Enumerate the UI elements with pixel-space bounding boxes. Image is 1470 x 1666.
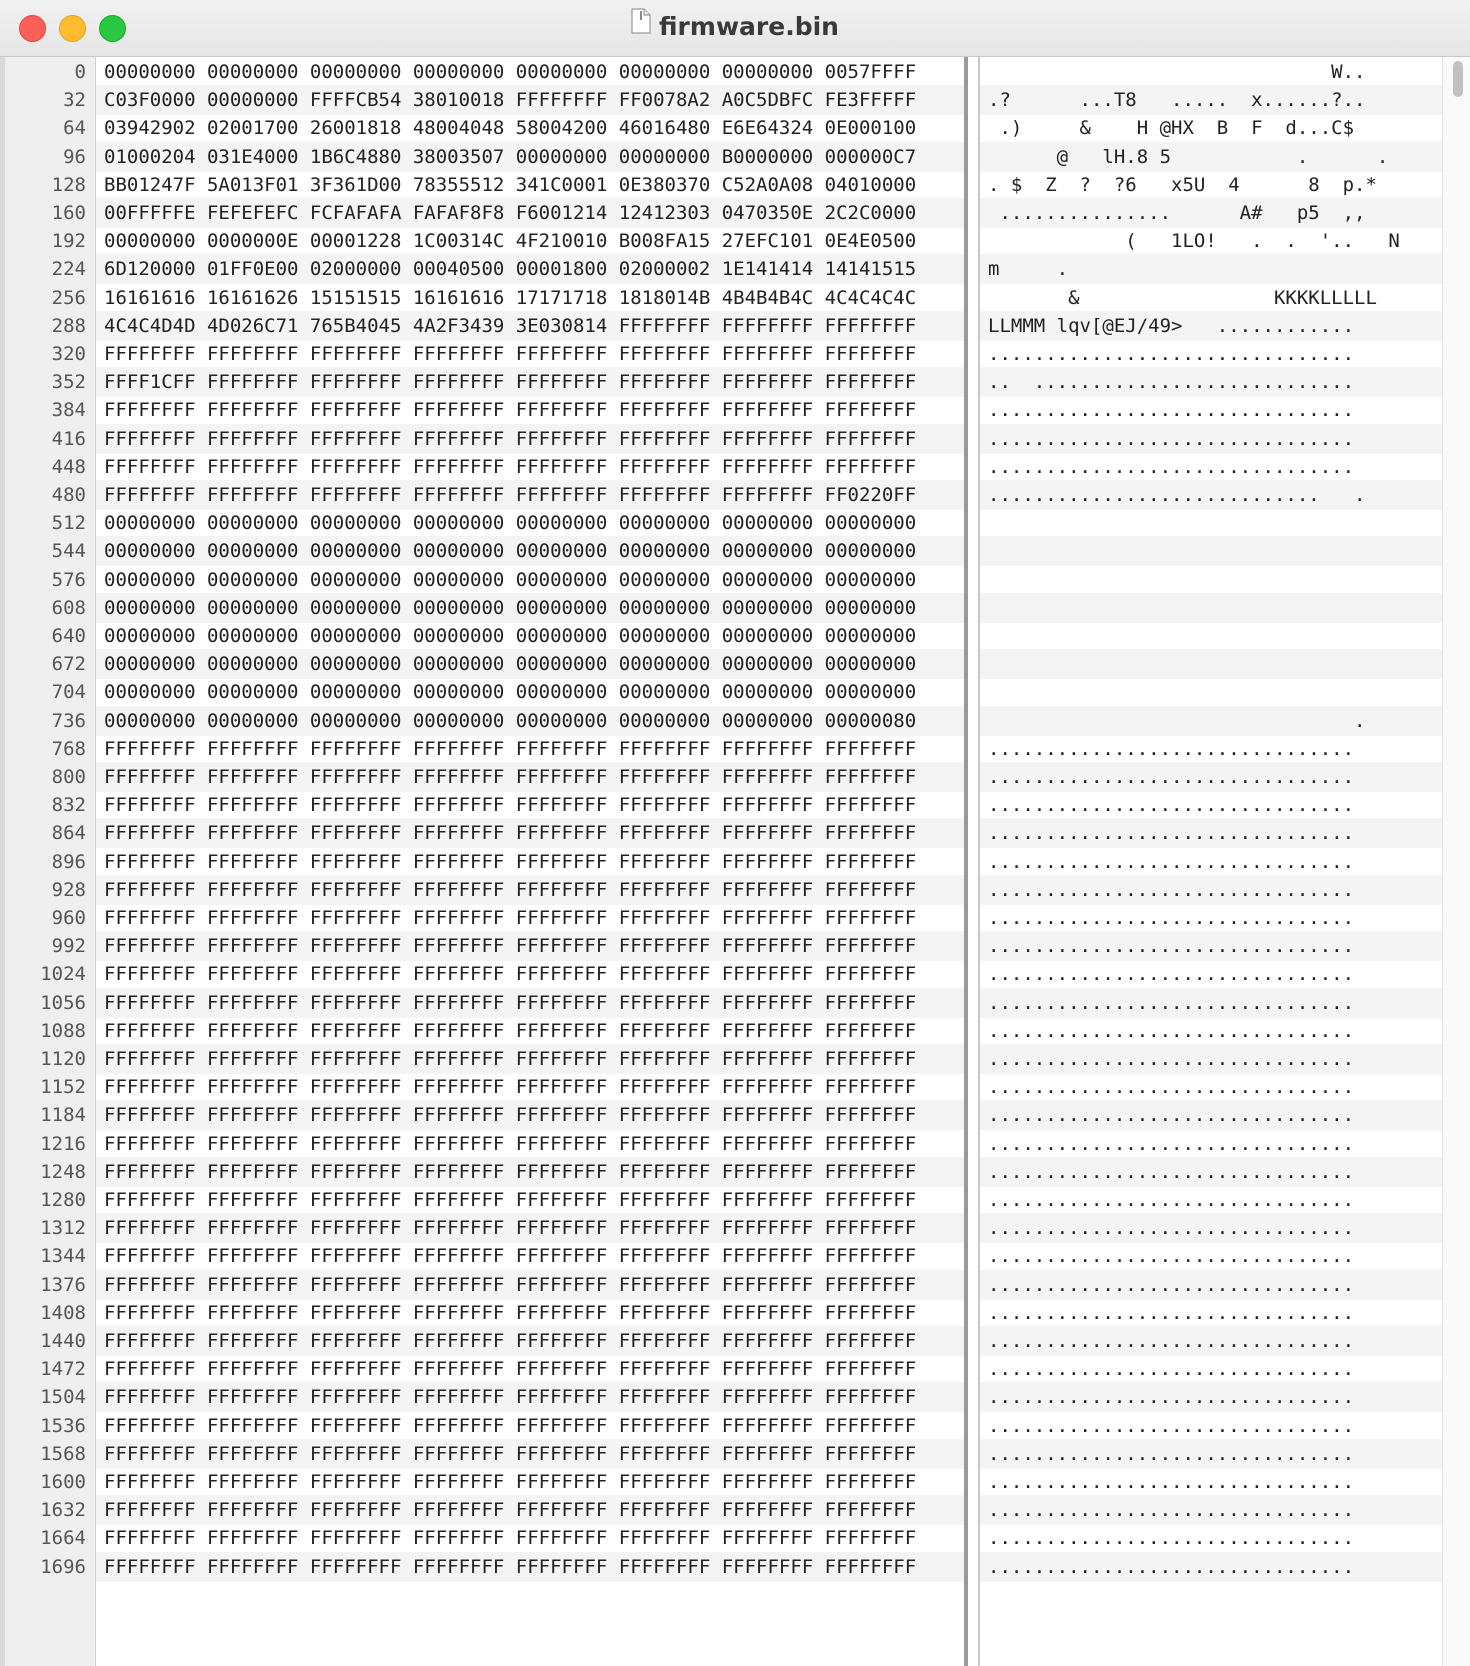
row-offset: 1632 — [40, 1499, 86, 1521]
hex-row[interactable] — [0, 226, 1442, 256]
row-hex-bytes[interactable]: FFFFFFFF FFFFFFFF FFFFFFFF FFFFFFFF FFFFFFFF FFFFFFFF FFFFFFFF FFFFFFFF — [104, 1499, 917, 1521]
hex-row[interactable] — [0, 198, 1442, 228]
row-hex-bytes[interactable]: FFFFFFFF FFFFFFFF FFFFFFFF FFFFFFFF FFFFFFFF FFFFFFFF FFFFFFFF FFFFFFFF — [104, 738, 917, 760]
hex-row[interactable] — [0, 1016, 1442, 1046]
row-hex-bytes[interactable]: 16161616 16161626 15151515 16161616 17171718 1818014B 4B4B4B4C 4C4C4C4C — [104, 287, 917, 309]
row-offset: 1600 — [40, 1471, 86, 1493]
row-ascii-text[interactable]: ................................ — [988, 1048, 1355, 1070]
row-offset: 1472 — [40, 1358, 86, 1380]
row-background — [980, 677, 1442, 707]
row-ascii-text[interactable]: ................................ — [988, 1556, 1355, 1578]
row-ascii-text[interactable]: ................................ — [988, 1245, 1355, 1267]
row-offset: 1248 — [40, 1161, 86, 1183]
hex-row[interactable] — [0, 1326, 1442, 1356]
row-hex-bytes[interactable]: FFFFFFFF FFFFFFFF FFFFFFFF FFFFFFFF FFFFFFFF FFFFFFFF FFFFFFFF FFFFFFFF — [104, 1104, 917, 1126]
hex-row[interactable] — [0, 1439, 1442, 1469]
row-offset: 320 — [51, 343, 86, 365]
row-hex-bytes[interactable]: FFFFFFFF FFFFFFFF FFFFFFFF FFFFFFFF FFFFFFFF FFFFFFFF FFFFFFFF FFFFFFFF — [104, 1358, 917, 1380]
row-ascii-text[interactable]: .? ...T8 ..... x......?.. — [988, 89, 1366, 111]
hex-row[interactable] — [0, 818, 1442, 848]
hex-row[interactable] — [0, 452, 1442, 482]
hex-row[interactable] — [0, 931, 1442, 961]
hex-row[interactable] — [0, 988, 1442, 1018]
row-hex-bytes[interactable]: FFFFFFFF FFFFFFFF FFFFFFFF FFFFFFFF FFFFFFFF FFFFFFFF FFFFFFFF FFFFFFFF — [104, 456, 917, 478]
row-ascii-text[interactable]: ................................ — [988, 399, 1355, 421]
row-offset: 448 — [51, 456, 86, 478]
row-ascii-text[interactable]: ................................ — [988, 1330, 1355, 1352]
row-hex-bytes[interactable]: 00000000 00000000 00000000 00000000 00000000 00000000 00000000 00000000 — [104, 569, 917, 591]
row-background — [980, 593, 1442, 623]
row-offset: 160 — [51, 202, 86, 224]
row-offset: 1536 — [40, 1415, 86, 1437]
row-ascii-text[interactable]: . — [988, 710, 1366, 732]
row-offset: 192 — [51, 230, 86, 252]
row-ascii-text[interactable]: ................................ — [988, 1358, 1355, 1380]
row-ascii-text[interactable]: ................................ — [988, 1274, 1355, 1296]
row-hex-bytes[interactable]: 03942902 02001700 26001818 48004048 58004200 46016480 E6E64324 0E000100 — [104, 117, 917, 139]
row-hex-bytes[interactable]: FFFFFFFF FFFFFFFF FFFFFFFF FFFFFFFF FFFFFFFF FFFFFFFF FFFFFFFF FFFFFFFF — [104, 1020, 917, 1042]
row-ascii-text[interactable]: .. ............................ — [988, 371, 1355, 393]
row-ascii-text[interactable]: ................................ — [988, 1471, 1355, 1493]
row-offset: 256 — [51, 287, 86, 309]
row-background — [980, 621, 1442, 651]
row-ascii-text[interactable]: ................................ — [988, 1217, 1355, 1239]
row-ascii-text[interactable]: ................................ — [988, 766, 1355, 788]
row-ascii-text[interactable]: ................................ — [988, 907, 1355, 929]
row-hex-bytes[interactable]: FFFFFFFF FFFFFFFF FFFFFFFF FFFFFFFF FFFFFFFF FFFFFFFF FFFFFFFF FFFFFFFF — [104, 851, 917, 873]
row-offset: 1024 — [40, 963, 86, 985]
row-hex-bytes[interactable]: FFFFFFFF FFFFFFFF FFFFFFFF FFFFFFFF FFFFFFFF FFFFFFFF FFFFFFFF FFFFFFFF — [104, 1161, 917, 1183]
row-ascii-text[interactable]: ................................ — [988, 428, 1355, 450]
hex-row[interactable] — [0, 339, 1442, 369]
hex-row[interactable] — [0, 395, 1442, 425]
row-offset: 1152 — [40, 1076, 86, 1098]
row-offset: 224 — [51, 258, 86, 280]
hex-row[interactable] — [0, 875, 1442, 905]
row-hex-bytes[interactable]: FFFFFFFF FFFFFFFF FFFFFFFF FFFFFFFF FFFFFFFF FFFFFFFF FFFFFFFF FFFFFFFF — [104, 1443, 917, 1465]
row-ascii-text[interactable]: ................................ — [988, 456, 1355, 478]
hex-row[interactable] — [0, 311, 1442, 341]
row-background — [980, 565, 1442, 595]
row-offset: 992 — [51, 935, 86, 957]
row-background — [980, 508, 1442, 538]
row-offset: 32 — [63, 89, 86, 111]
row-ascii-text[interactable]: ................................ — [988, 738, 1355, 760]
row-hex-bytes[interactable]: FFFFFFFF FFFFFFFF FFFFFFFF FFFFFFFF FFFFFFFF FFFFFFFF FFFFFFFF FFFFFFFF — [104, 935, 917, 957]
hex-row[interactable] — [0, 480, 1442, 510]
row-ascii-text[interactable]: ................................ — [988, 1443, 1355, 1465]
row-hex-bytes[interactable]: FFFFFFFF FFFFFFFF FFFFFFFF FFFFFFFF FFFFFFFF FFFFFFFF FFFFFFFF FFFFFFFF — [104, 879, 917, 901]
row-hex-bytes[interactable]: FFFFFFFF FFFFFFFF FFFFFFFF FFFFFFFF FFFFFFFF FFFFFFFF FFFFFFFF FFFFFFFF — [104, 794, 917, 816]
row-hex-bytes[interactable]: 00000000 00000000 00000000 00000000 00000000 00000000 00000000 00000000 — [104, 625, 917, 647]
row-offset: 1664 — [40, 1527, 86, 1549]
row-hex-bytes[interactable]: 00000000 00000000 00000000 00000000 00000000 00000000 00000000 00000000 — [104, 512, 917, 534]
hex-row[interactable] — [0, 367, 1442, 397]
row-offset: 1184 — [40, 1104, 86, 1126]
row-hex-bytes[interactable]: FFFFFFFF FFFFFFFF FFFFFFFF FFFFFFFF FFFFFFFF FFFFFFFF FFFFFFFF FFFFFFFF — [104, 963, 917, 985]
window-titlebar — [0, 0, 1470, 57]
hex-row[interactable] — [0, 1157, 1442, 1187]
row-ascii-text[interactable]: . $ Z ? ?6 x5U 4 8 p.* — [988, 174, 1377, 196]
row-ascii-text[interactable]: ................................ — [988, 1499, 1355, 1521]
row-hex-bytes[interactable]: FFFFFFFF FFFFFFFF FFFFFFFF FFFFFFFF FFFFFFFF FFFFFFFF FFFFFFFF FFFFFFFF — [104, 399, 917, 421]
row-hex-bytes[interactable]: FFFF1CFF FFFFFFFF FFFFFFFF FFFFFFFF FFFFFFFF FFFFFFFF FFFFFFFF FFFFFFFF — [104, 371, 917, 393]
row-offset: 864 — [51, 822, 86, 844]
row-ascii-text[interactable]: ................................ — [988, 851, 1355, 873]
row-ascii-text[interactable]: @ lH.8 5 . . — [988, 146, 1389, 168]
row-offset: 544 — [51, 540, 86, 562]
row-offset: 416 — [51, 428, 86, 450]
hex-row[interactable] — [0, 1044, 1442, 1074]
row-offset: 928 — [51, 879, 86, 901]
hex-row[interactable] — [0, 536, 1442, 566]
row-hex-bytes[interactable]: 00000000 00000000 00000000 00000000 00000000 00000000 00000000 00000080 — [104, 710, 917, 732]
row-offset: 352 — [51, 371, 86, 393]
hex-row[interactable] — [0, 1270, 1442, 1300]
row-ascii-text[interactable]: ................................ — [988, 992, 1355, 1014]
row-offset: 640 — [51, 625, 86, 647]
hex-row[interactable] — [0, 1411, 1442, 1441]
row-hex-bytes[interactable]: FFFFFFFF FFFFFFFF FFFFFFFF FFFFFFFF FFFFFFFF FFFFFFFF FFFFFFFF FFFFFFFF — [104, 1330, 917, 1352]
row-offset: 608 — [51, 597, 86, 619]
hex-row[interactable] — [0, 1129, 1442, 1159]
hex-row[interactable] — [0, 113, 1442, 143]
row-offset: 768 — [51, 738, 86, 760]
row-hex-bytes[interactable]: FFFFFFFF FFFFFFFF FFFFFFFF FFFFFFFF FFFFFFFF FFFFFFFF FFFFFFFF FFFFFFFF — [104, 1556, 917, 1578]
row-ascii-text[interactable]: ................................ — [988, 1386, 1355, 1408]
row-ascii-text[interactable]: m . — [988, 258, 1069, 280]
hex-row[interactable] — [0, 254, 1442, 284]
row-ascii-text[interactable]: ............... A# p5 ,, — [988, 202, 1366, 224]
hex-row[interactable] — [0, 1241, 1442, 1271]
row-offset: 1088 — [40, 1020, 86, 1042]
row-ascii-text[interactable]: ................................ — [988, 343, 1355, 365]
row-hex-bytes[interactable]: FFFFFFFF FFFFFFFF FFFFFFFF FFFFFFFF FFFFFFFF FFFFFFFF FFFFFFFF FFFFFFFF — [104, 1076, 917, 1098]
row-offset: 1440 — [40, 1330, 86, 1352]
hex-row[interactable] — [0, 1298, 1442, 1328]
row-hex-bytes[interactable]: FFFFFFFF FFFFFFFF FFFFFFFF FFFFFFFF FFFFFFFF FFFFFFFF FFFFFFFF FFFFFFFF — [104, 1386, 917, 1408]
row-hex-bytes[interactable]: 6D120000 01FF0E00 02000000 00040500 00001800 02000002 1E141414 14141515 — [104, 258, 917, 280]
row-ascii-text[interactable]: W.. — [988, 61, 1366, 83]
row-hex-bytes[interactable]: FFFFFFFF FFFFFFFF FFFFFFFF FFFFFFFF FFFFFFFF FFFFFFFF FFFFFFFF FFFFFFFF — [104, 1048, 917, 1070]
row-offset: 64 — [63, 117, 86, 139]
hex-row[interactable] — [0, 283, 1442, 313]
row-offset: 800 — [51, 766, 86, 788]
window-title-group — [0, 10, 1470, 46]
hex-row[interactable] — [0, 847, 1442, 877]
row-offset: 1504 — [40, 1386, 86, 1408]
row-ascii-text[interactable]: ................................ — [988, 1076, 1355, 1098]
row-hex-bytes[interactable]: FFFFFFFF FFFFFFFF FFFFFFFF FFFFFFFF FFFFFFFF FFFFFFFF FFFFFFFF FFFFFFFF — [104, 1189, 917, 1211]
hex-row[interactable] — [0, 677, 1442, 707]
row-ascii-text[interactable]: ................................ — [988, 1133, 1355, 1155]
row-hex-bytes[interactable]: FFFFFFFF FFFFFFFF FFFFFFFF FFFFFFFF FFFFFFFF FFFFFFFF FFFFFFFF FFFFFFFF — [104, 1217, 917, 1239]
row-ascii-text[interactable]: ................................ — [988, 1161, 1355, 1183]
hex-row[interactable] — [0, 1495, 1442, 1525]
row-offset: 832 — [51, 794, 86, 816]
row-offset: 1568 — [40, 1443, 86, 1465]
row-offset: 1408 — [40, 1302, 86, 1324]
row-ascii-text[interactable]: ............................. . — [988, 484, 1366, 506]
row-hex-bytes[interactable]: 00000000 00000000 00000000 00000000 00000000 00000000 00000000 00000000 — [104, 653, 917, 675]
vertical-scrollbar[interactable] — [1442, 57, 1470, 1666]
row-offset: 1696 — [40, 1556, 86, 1578]
row-offset: 896 — [51, 851, 86, 873]
row-hex-bytes[interactable]: 00FFFFFE FEFEFEFC FCFAFAFA FAFAF8F8 F6001214 12412303 0470350E 2C2C0000 — [104, 202, 917, 224]
hex-row[interactable] — [0, 593, 1442, 623]
row-hex-bytes[interactable]: 00000000 0000000E 00001228 1C00314C 4F210010 B008FA15 27EFC101 0E4E0500 — [104, 230, 917, 252]
document-icon — [631, 8, 651, 43]
hex-row[interactable] — [0, 424, 1442, 454]
row-ascii-text[interactable]: ................................ — [988, 935, 1355, 957]
hex-row[interactable] — [0, 734, 1442, 764]
row-offset: 704 — [51, 681, 86, 703]
hex-row[interactable] — [0, 565, 1442, 595]
row-offset: 288 — [51, 315, 86, 337]
row-hex-bytes[interactable]: FFFFFFFF FFFFFFFF FFFFFFFF FFFFFFFF FFFFFFFF FFFFFFFF FFFFFFFF FFFFFFFF — [104, 1302, 917, 1324]
hex-row[interactable] — [0, 1100, 1442, 1130]
row-hex-bytes[interactable]: FFFFFFFF FFFFFFFF FFFFFFFF FFFFFFFF FFFFFFFF FFFFFFFF FFFFFFFF FFFFFFFF — [104, 766, 917, 788]
row-offset: 0 — [74, 61, 86, 83]
row-offset: 480 — [51, 484, 86, 506]
hex-row[interactable] — [0, 57, 1442, 87]
row-hex-bytes[interactable]: 01000204 031E4000 1B6C4880 38003507 00000000 00000000 B0000000 000000C7 — [104, 146, 917, 168]
row-hex-bytes[interactable]: FFFFFFFF FFFFFFFF FFFFFFFF FFFFFFFF FFFFFFFF FFFFFFFF FFFFFFFF FF0220FF — [104, 484, 917, 506]
row-offset: 1056 — [40, 992, 86, 1014]
row-hex-bytes[interactable]: C03F0000 00000000 FFFFCB54 38010018 FFFFFFFF FF0078A2 A0C5DBFC FE3FFFFF — [104, 89, 917, 111]
row-ascii-text[interactable]: .) & H @HX B F d...C$ — [988, 117, 1355, 139]
row-hex-bytes[interactable]: FFFFFFFF FFFFFFFF FFFFFFFF FFFFFFFF FFFFFFFF FFFFFFFF FFFFFFFF FFFFFFFF — [104, 343, 917, 365]
row-offset: 960 — [51, 907, 86, 929]
row-offset: 96 — [63, 146, 86, 168]
hex-row[interactable] — [0, 1467, 1442, 1497]
row-ascii-text[interactable]: ................................ — [988, 1020, 1355, 1042]
row-background — [980, 536, 1442, 566]
row-ascii-text[interactable]: & KKKKLLLLL — [988, 287, 1377, 309]
row-offset: 1216 — [40, 1133, 86, 1155]
row-ascii-text[interactable]: ................................ — [988, 963, 1355, 985]
hex-row[interactable] — [0, 1185, 1442, 1215]
row-offset: 1280 — [40, 1189, 86, 1211]
hex-row[interactable] — [0, 621, 1442, 651]
row-hex-bytes[interactable]: BB01247F 5A013F01 3F361D00 78355512 341C0001 0E380370 C52A0A08 04010000 — [104, 174, 917, 196]
row-offset: 1344 — [40, 1245, 86, 1267]
scrollbar-thumb[interactable] — [1453, 61, 1463, 97]
hex-row[interactable] — [0, 1213, 1442, 1243]
row-ascii-text[interactable]: ................................ — [988, 1302, 1355, 1324]
row-offset: 672 — [51, 653, 86, 675]
row-hex-bytes[interactable]: 00000000 00000000 00000000 00000000 00000000 00000000 00000000 00000000 — [104, 540, 917, 562]
row-ascii-text[interactable]: ( 1LO! . . '.. N — [988, 230, 1400, 252]
row-offset: 1120 — [40, 1048, 86, 1070]
row-offset: 576 — [51, 569, 86, 591]
row-background — [980, 649, 1442, 679]
hex-row[interactable] — [0, 1523, 1442, 1553]
hex-row[interactable] — [0, 1072, 1442, 1102]
row-offset: 1376 — [40, 1274, 86, 1296]
hex-row[interactable] — [0, 85, 1442, 115]
hex-row[interactable] — [0, 1354, 1442, 1384]
row-ascii-text[interactable]: ................................ — [988, 879, 1355, 901]
row-hex-bytes[interactable]: FFFFFFFF FFFFFFFF FFFFFFFF FFFFFFFF FFFFFFFF FFFFFFFF FFFFFFFF FFFFFFFF — [104, 992, 917, 1014]
row-ascii-text[interactable]: ................................ — [988, 822, 1355, 844]
row-hex-bytes[interactable]: FFFFFFFF FFFFFFFF FFFFFFFF FFFFFFFF FFFFFFFF FFFFFFFF FFFFFFFF FFFFFFFF — [104, 1245, 917, 1267]
row-offset: 1312 — [40, 1217, 86, 1239]
hex-row[interactable] — [0, 508, 1442, 538]
row-hex-bytes[interactable]: FFFFFFFF FFFFFFFF FFFFFFFF FFFFFFFF FFFFFFFF FFFFFFFF FFFFFFFF FFFFFFFF — [104, 1133, 917, 1155]
row-hex-bytes[interactable]: FFFFFFFF FFFFFFFF FFFFFFFF FFFFFFFF FFFFFFFF FFFFFFFF FFFFFFFF FFFFFFFF — [104, 1415, 917, 1437]
hex-row[interactable] — [0, 142, 1442, 172]
hex-row[interactable] — [0, 649, 1442, 679]
row-ascii-text[interactable]: ................................ — [988, 1189, 1355, 1211]
hex-row[interactable] — [0, 762, 1442, 792]
row-ascii-text[interactable]: ................................ — [988, 1415, 1355, 1437]
pane-divider[interactable] — [964, 57, 980, 1666]
row-hex-bytes[interactable]: FFFFFFFF FFFFFFFF FFFFFFFF FFFFFFFF FFFFFFFF FFFFFFFF FFFFFFFF FFFFFFFF — [104, 822, 917, 844]
row-ascii-text[interactable]: ................................ — [988, 1104, 1355, 1126]
row-ascii-text[interactable]: LLMMM lqv[@EJ/49> ............ — [988, 315, 1355, 337]
row-hex-bytes[interactable]: FFFFFFFF FFFFFFFF FFFFFFFF FFFFFFFF FFFFFFFF FFFFFFFF FFFFFFFF FFFFFFFF — [104, 1471, 917, 1493]
hex-row[interactable] — [0, 706, 1442, 736]
row-hex-bytes[interactable]: FFFFFFFF FFFFFFFF FFFFFFFF FFFFFFFF FFFFFFFF FFFFFFFF FFFFFFFF FFFFFFFF — [104, 428, 917, 450]
row-hex-bytes[interactable]: 00000000 00000000 00000000 00000000 00000000 00000000 00000000 00000000 — [104, 681, 917, 703]
row-hex-bytes[interactable]: FFFFFFFF FFFFFFFF FFFFFFFF FFFFFFFF FFFFFFFF FFFFFFFF FFFFFFFF FFFFFFFF — [104, 1274, 917, 1296]
hex-row[interactable] — [0, 1552, 1442, 1582]
row-hex-bytes[interactable]: 00000000 00000000 00000000 00000000 00000000 00000000 00000000 00000000 — [104, 597, 917, 619]
hex-row[interactable] — [0, 170, 1442, 200]
row-hex-bytes[interactable]: FFFFFFFF FFFFFFFF FFFFFFFF FFFFFFFF FFFFFFFF FFFFFFFF FFFFFFFF FFFFFFFF — [104, 1527, 917, 1549]
window-title: firmware.bin — [659, 12, 839, 41]
row-offset: 384 — [51, 399, 86, 421]
row-hex-bytes[interactable]: FFFFFFFF FFFFFFFF FFFFFFFF FFFFFFFF FFFFFFFF FFFFFFFF FFFFFFFF FFFFFFFF — [104, 907, 917, 929]
row-offset: 736 — [51, 710, 86, 732]
row-ascii-text[interactable]: ................................ — [988, 1527, 1355, 1549]
hex-row[interactable] — [0, 1382, 1442, 1412]
hex-row[interactable] — [0, 959, 1442, 989]
hex-row[interactable] — [0, 903, 1442, 933]
hex-row[interactable] — [0, 790, 1442, 820]
row-ascii-text[interactable]: ................................ — [988, 794, 1355, 816]
row-offset: 128 — [51, 174, 86, 196]
row-hex-bytes[interactable]: 00000000 00000000 00000000 00000000 00000000 00000000 00000000 0057FFFF — [104, 61, 917, 83]
row-offset: 512 — [51, 512, 86, 534]
hex-editor-content — [0, 57, 1470, 1666]
row-hex-bytes[interactable]: 4C4C4D4D 4D026C71 765B4045 4A2F3439 3E030814 FFFFFFFF FFFFFFFF FFFFFFFF — [104, 315, 917, 337]
